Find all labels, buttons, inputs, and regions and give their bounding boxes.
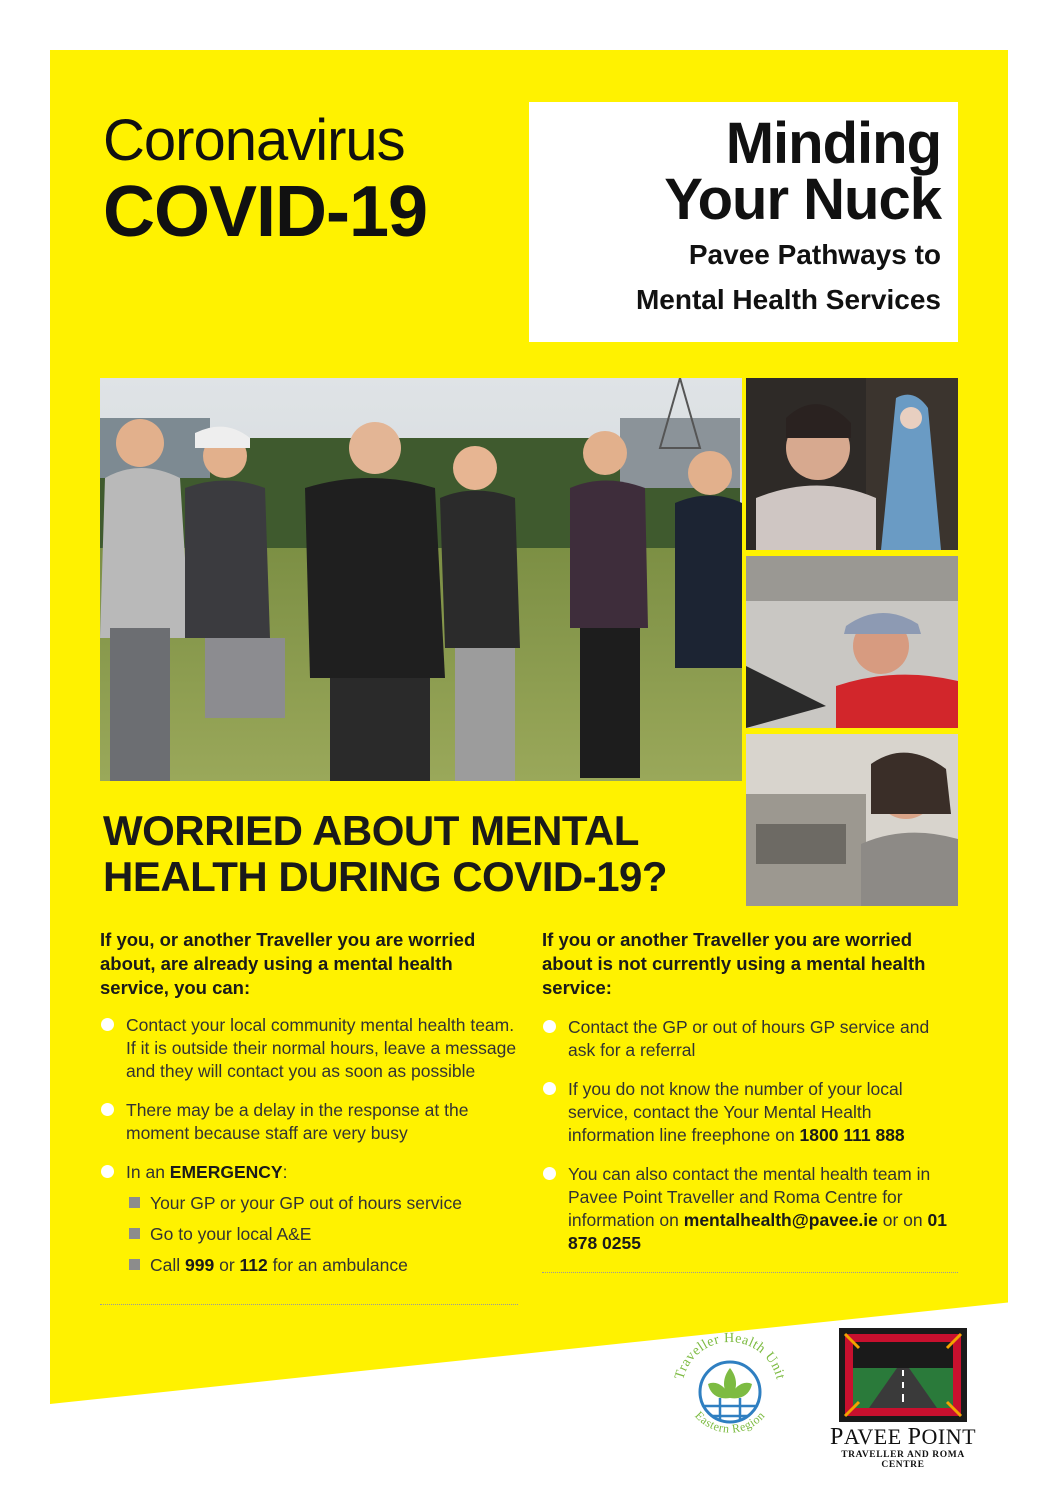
campaign-title-box	[529, 102, 958, 342]
list-item: You can also contact the mental health team in Pavee Point Traveller and Roma Centre for information on mentalhealth@pavee.ie or on 01 878 0255	[542, 1163, 960, 1255]
bullet-square-icon	[129, 1228, 140, 1239]
headline-line1: WORRIED ABOUT MENTAL	[103, 807, 639, 854]
list-item: In an EMERGENCY: Your GP or your GP out of hours service Go to your local A&E Call 999 or 112 for an ambulance	[100, 1161, 518, 1277]
emergency-number-999: 999	[185, 1255, 215, 1275]
bullet-dot-icon	[101, 1165, 114, 1178]
woman-with-statue-photo	[746, 378, 958, 550]
bullet-square-icon	[129, 1259, 140, 1270]
pavee-point-road-icon	[839, 1328, 967, 1422]
email-address: mentalhealth@pavee.ie	[683, 1210, 878, 1230]
left-column	[100, 928, 518, 1293]
title-block	[103, 108, 428, 252]
pavee-point-logo	[828, 1328, 978, 1470]
campaign-subtitle-line2: Mental Health Services	[635, 284, 941, 315]
title-coronavirus: Coronavirus	[103, 108, 405, 173]
left-lead: If you, or another Traveller you are worried about, are already using a mental health service, you can:	[100, 929, 476, 998]
thu-bottom-text: Eastern Region	[692, 1408, 768, 1436]
emergency-number-112: 112	[239, 1255, 268, 1275]
thu-top-text: Traveller Health Unit	[672, 1330, 788, 1382]
sub-list-item: Your GP or your GP out of hours service	[126, 1192, 518, 1215]
freephone-number: 1800 111 888	[799, 1125, 905, 1145]
title-covid19: COVID-19	[103, 172, 428, 252]
sub-list-item: Call 999 or 112 for an ambulance	[126, 1254, 518, 1277]
right-lead: If you or another Traveller you are worried about is not currently using a mental health service:	[542, 929, 926, 998]
woman-in-kitchen-photo	[746, 734, 958, 906]
list-item: If you do not know the number of your local service, contact the Your Mental Health information line freephone on 1800 111 888	[542, 1078, 960, 1147]
bullet-dot-icon	[543, 1082, 556, 1095]
divider	[100, 1304, 518, 1305]
campaign-title-line1: Minding	[725, 111, 941, 176]
bullet-dot-icon	[101, 1103, 114, 1116]
svg-text:Eastern Region	[692, 1408, 767, 1435]
headline	[103, 808, 743, 900]
pavee-point-name: PAVEE POINT	[829, 1424, 977, 1450]
campaign-subtitle-line1: Pavee Pathways to	[688, 239, 941, 270]
pavee-point-subtitle: TRAVELLER AND ROMA CENTRE	[841, 1450, 965, 1470]
pavee-point-phone: 01 878 0255	[568, 1210, 947, 1253]
campaign-title-line2: Your Nuck	[664, 167, 941, 232]
traveller-health-unit-logo	[664, 1320, 796, 1452]
right-column	[542, 928, 960, 1271]
bullet-dot-icon	[543, 1020, 556, 1033]
emergency-label: EMERGENCY	[169, 1162, 283, 1182]
sub-list-item: Go to your local A&E	[126, 1223, 518, 1246]
bullet-dot-icon	[101, 1018, 114, 1031]
list-item: Contact the GP or out of hours GP service and ask for a referral	[542, 1016, 960, 1062]
group-photo	[100, 378, 742, 781]
list-item: Contact your local community mental health team. If it is outside their normal hours, leave a message and they will contact you as soon as possible	[100, 1014, 518, 1083]
headline-line2: HEALTH DURING COVID-19?	[103, 853, 668, 900]
list-item: There may be a delay in the response at the moment because staff are very busy	[100, 1099, 518, 1145]
bullet-square-icon	[129, 1197, 140, 1208]
divider	[542, 1272, 958, 1273]
bullet-dot-icon	[543, 1167, 556, 1180]
man-in-cap-photo	[746, 556, 958, 728]
